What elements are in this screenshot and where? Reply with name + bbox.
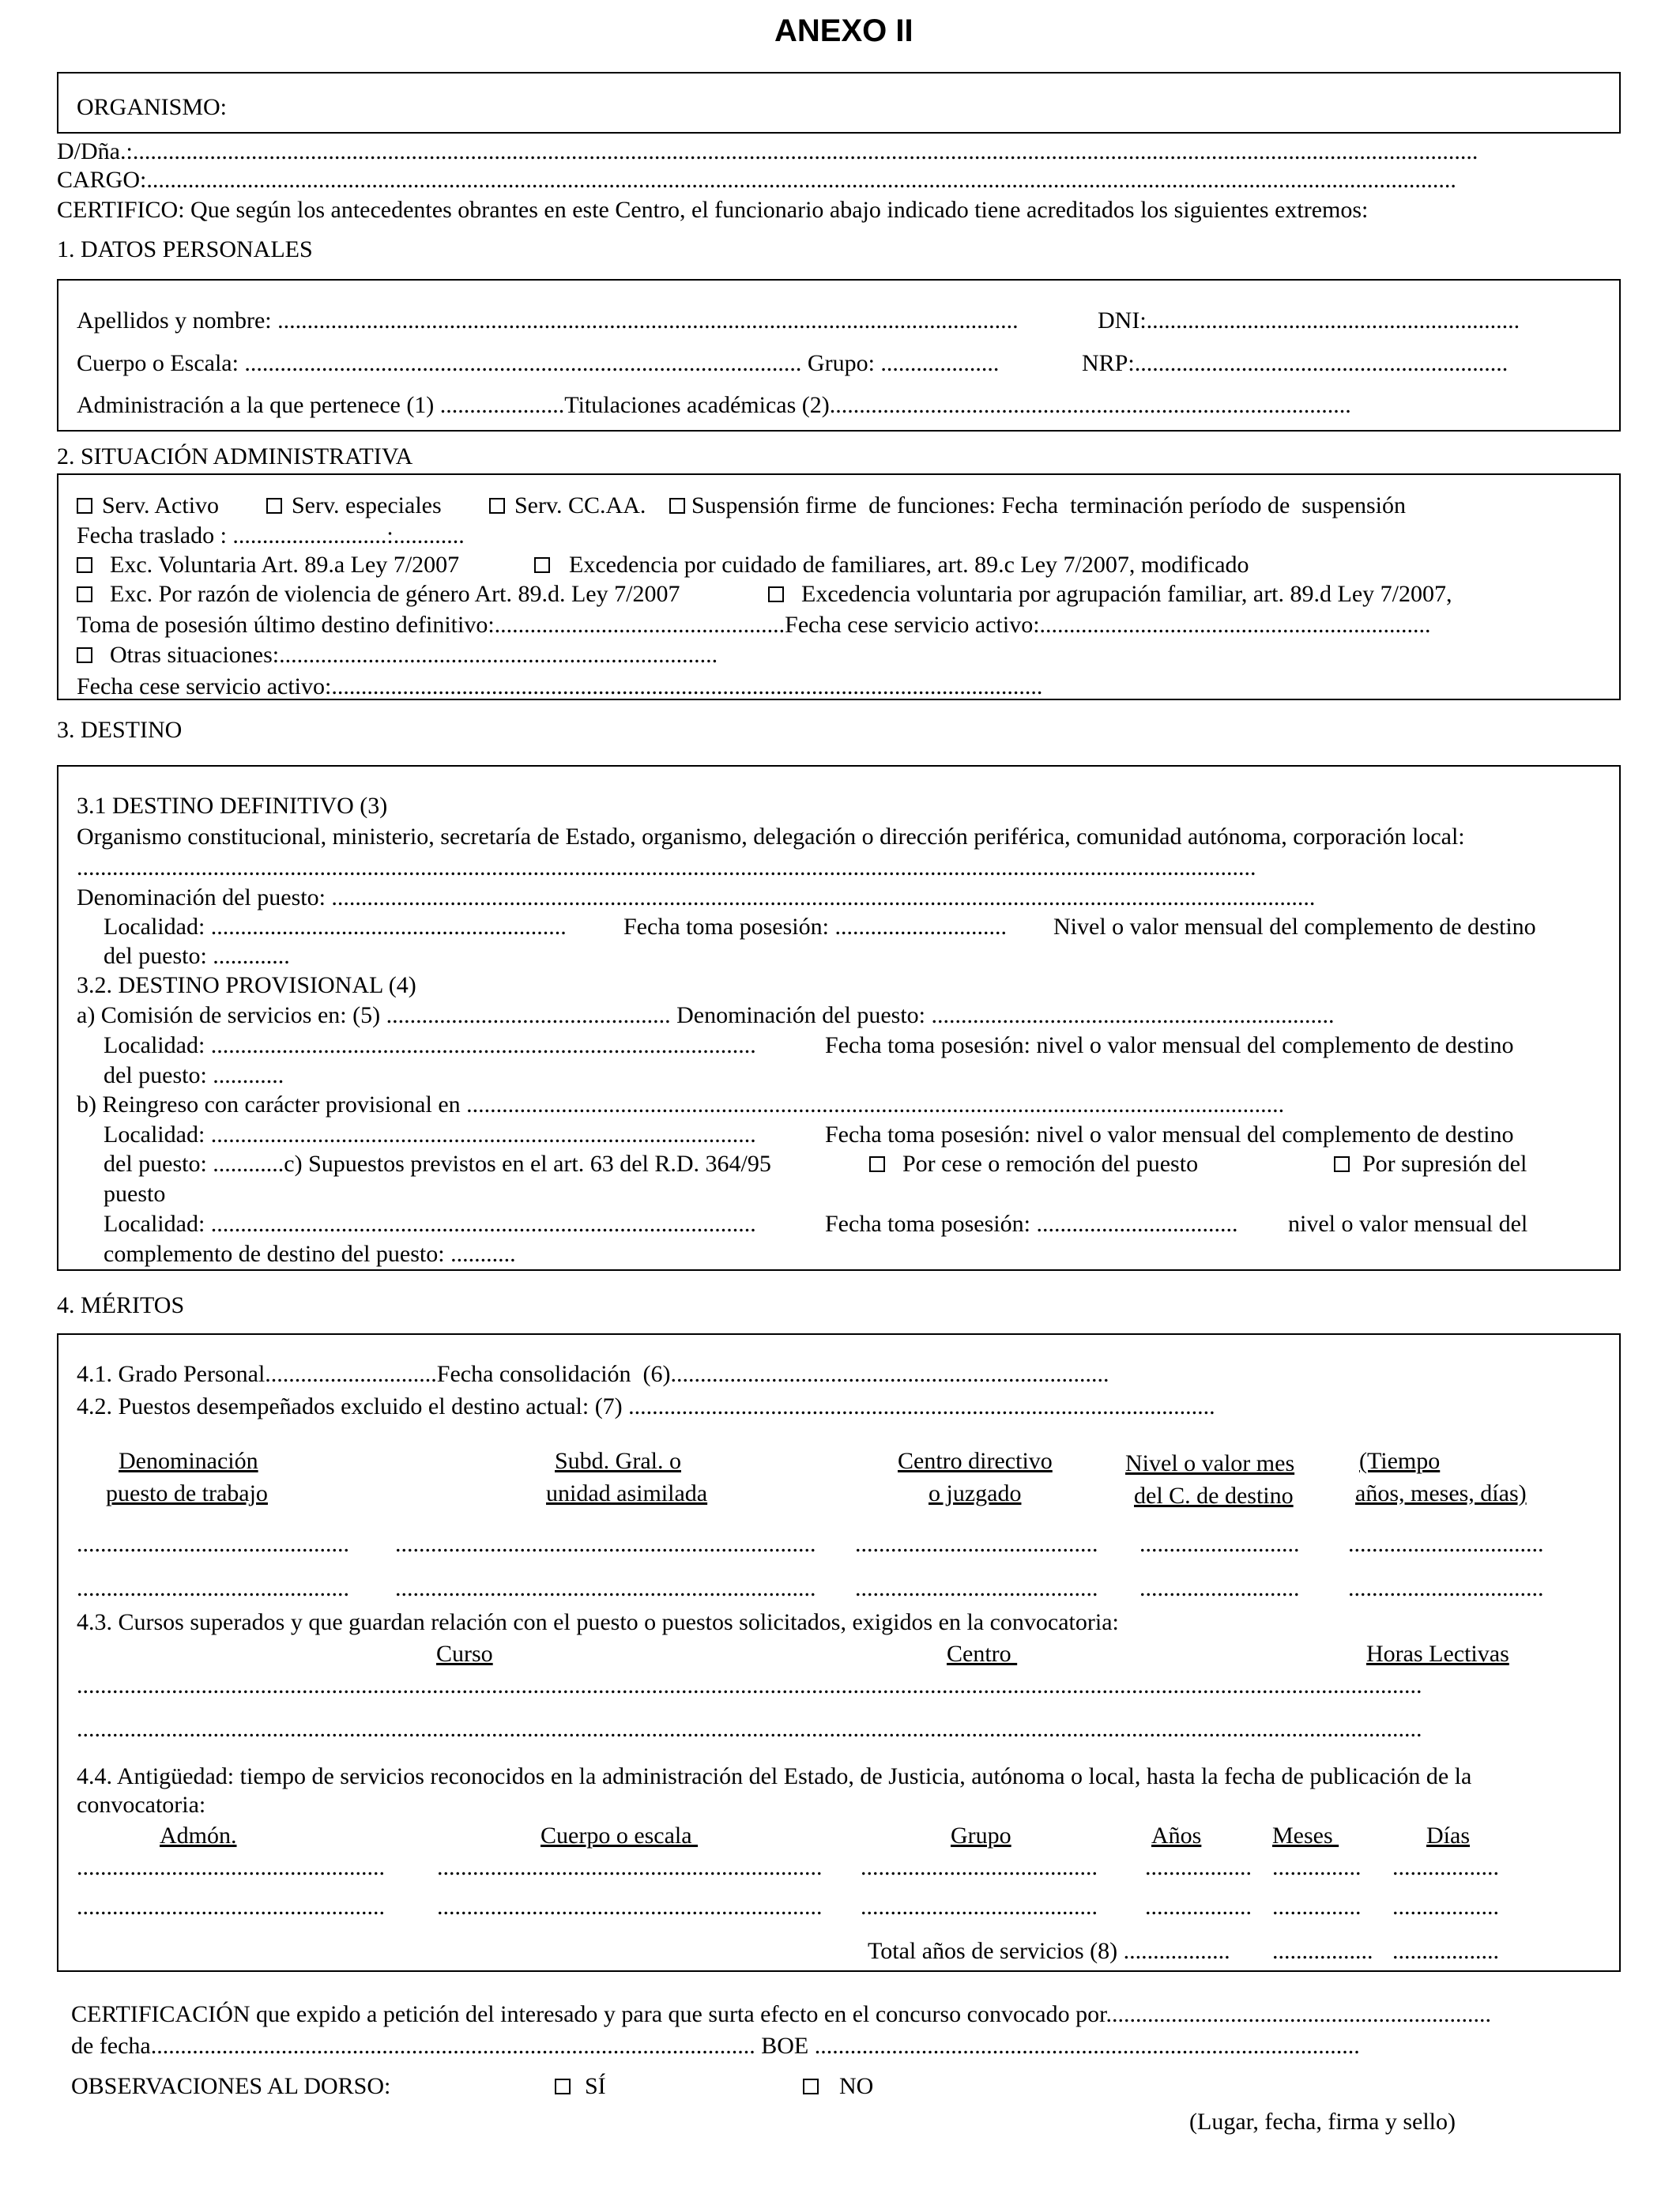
table-cell[interactable]: .................. bbox=[1392, 1894, 1499, 1920]
table-cell[interactable]: ......................................... bbox=[855, 1575, 1098, 1601]
organismo-dotted-field[interactable]: ....................................................................................................................................................................................................... bbox=[77, 854, 1256, 880]
supuestos-text: del puesto: ............c) Supuestos previstos en el art. 63 del R.D. 364/95 bbox=[104, 1151, 771, 1177]
header-grupo: Grupo bbox=[951, 1823, 1011, 1849]
section-1-heading: 1. DATOS PERSONALES bbox=[57, 236, 313, 262]
table-cell[interactable]: ....................................................................... bbox=[395, 1575, 816, 1601]
fecha-toma-posesion-text: Fecha toma posesión: nivel o valor mensual del complemento de destino bbox=[825, 1122, 1514, 1148]
total-dias-field[interactable]: .................. bbox=[1392, 1938, 1499, 1964]
serv-especiales-option[interactable]: Serv. especiales bbox=[266, 492, 442, 520]
header-horas-lectivas: Horas Lectivas bbox=[1366, 1641, 1509, 1667]
del-puesto-field[interactable]: del puesto: ............. bbox=[104, 943, 290, 969]
checkbox[interactable] bbox=[555, 2079, 571, 2094]
antiguedad-text: 4.4. Antigüedad: tiempo de servicios reconocidos en la administración del Estado, de Justicia, autónoma o local, hasta la fecha de publicación de la bbox=[77, 1763, 1472, 1789]
comision-servicios-field[interactable]: a) Comisión de servicios en: (5) ................................................ Denominación del puesto: .................................................................... bbox=[77, 1002, 1335, 1028]
localidad-field[interactable]: Localidad: ............................................................................................ bbox=[104, 1211, 756, 1237]
table-cell[interactable]: ........................... bbox=[1139, 1531, 1300, 1557]
checkbox[interactable] bbox=[1334, 1156, 1350, 1172]
section-3-heading: 3. DESTINO bbox=[57, 717, 183, 743]
fecha-boe-field[interactable]: de fecha...................................................................................................... BOE ............................................................................................ bbox=[71, 2033, 1360, 2059]
section-4-heading: 4. MÉRITOS bbox=[57, 1292, 185, 1318]
cuerpo-field[interactable]: Cuerpo o Escala: .............................................................................................. Grupo: .................... bbox=[77, 350, 1000, 376]
table-cell[interactable]: .............................................. bbox=[77, 1575, 349, 1601]
table-cell[interactable]: ............... bbox=[1272, 1894, 1362, 1920]
serv-activo-option[interactable]: Serv. Activo bbox=[77, 492, 219, 520]
toma-posesion-field[interactable]: Toma de posesión último destino definitivo:.................................................Fecha cese servicio activo:.................................................................. bbox=[77, 612, 1431, 638]
fecha-toma-posesion-text: Fecha toma posesión: nivel o valor mensual del complemento de destino bbox=[825, 1032, 1514, 1058]
header-tiempo: años, meses, días) bbox=[1355, 1480, 1527, 1506]
d-dna-field[interactable]: D/Dña.:................................................................................................................................................................................................................................... bbox=[57, 138, 1478, 164]
checkbox[interactable] bbox=[77, 647, 92, 663]
checkbox[interactable] bbox=[534, 557, 550, 573]
organismo-box bbox=[57, 72, 1621, 134]
cese-remocion-option[interactable]: Por cese o remoción del puesto bbox=[869, 1150, 1198, 1178]
exc-voluntaria-option[interactable]: Exc. Voluntaria Art. 89.a Ley 7/2007 bbox=[77, 551, 459, 579]
checkbox[interactable] bbox=[77, 557, 92, 573]
header-subd-gral: Subd. Gral. o bbox=[555, 1448, 681, 1474]
table-cell[interactable]: .................. bbox=[1392, 1854, 1499, 1880]
header-meses: Meses bbox=[1272, 1823, 1339, 1849]
localidad-field[interactable]: Localidad: ............................................................................................ bbox=[104, 1032, 756, 1058]
checkbox[interactable] bbox=[768, 586, 784, 602]
lugar-fecha-firma-label: (Lugar, fecha, firma y sello) bbox=[1189, 2109, 1456, 2135]
checkbox[interactable] bbox=[669, 498, 685, 514]
header-centro-directivo: o juzgado bbox=[929, 1480, 1022, 1506]
denominacion-puesto-field[interactable]: Denominación del puesto: ...................................................................................................................................................................... bbox=[77, 884, 1316, 910]
checkbox[interactable] bbox=[869, 1156, 885, 1172]
grado-personal-field[interactable]: 4.1. Grado Personal.............................Fecha consolidación (6).......................................................................... bbox=[77, 1361, 1109, 1387]
table-cell[interactable]: ................................. bbox=[1348, 1531, 1544, 1557]
header-subd-gral: unidad asimilada bbox=[546, 1480, 708, 1506]
header-anos: Años bbox=[1151, 1823, 1202, 1849]
checkbox[interactable] bbox=[77, 586, 92, 602]
table-cell[interactable]: ....................................................................... bbox=[395, 1531, 816, 1557]
checkbox[interactable] bbox=[266, 498, 282, 514]
table-cell[interactable]: .................................................... bbox=[77, 1854, 385, 1880]
table-cell[interactable]: ........................................ bbox=[861, 1894, 1098, 1920]
observaciones-label: OBSERVACIONES AL DORSO: bbox=[71, 2073, 391, 2099]
certifico-text: CERTIFICO: Que según los antecedentes obrantes en este Centro, el funcionario abajo indicado tiene acreditados los siguientes extremos: bbox=[57, 197, 1369, 223]
no-option[interactable]: NO bbox=[803, 2072, 873, 2101]
cursos-text: 4.3. Cursos superados y que guardan relación con el puesto o puestos solicitados, exigidos en la convocatoria: bbox=[77, 1609, 1119, 1635]
excedencia-cuidado-option[interactable]: Excedencia por cuidado de familiares, art. 89.c Ley 7/2007, modificado bbox=[534, 551, 1249, 579]
nivel-complemento-text: Nivel o valor mensual del complemento de destino bbox=[1053, 914, 1536, 940]
header-cuerpo-escala: Cuerpo o escala bbox=[541, 1823, 699, 1849]
certificacion-field[interactable]: CERTIFICACIÓN que expido a petición del interesado y para que surta efecto en el concurso convocado por................................................................. bbox=[71, 2001, 1491, 2027]
localidad-field[interactable]: Localidad: ............................................................................................ bbox=[104, 1122, 756, 1148]
header-nivel: Nivel o valor mes bbox=[1125, 1450, 1295, 1476]
total-meses-field[interactable]: ................. bbox=[1272, 1938, 1373, 1964]
puestos-desempenados-field[interactable]: 4.2. Puestos desempeñados excluido el destino actual: (7) ................................................................................................... bbox=[77, 1393, 1215, 1419]
reingreso-field[interactable]: b) Reingreso con carácter provisional en .......................................................................................................................................... bbox=[77, 1091, 1285, 1118]
organismo-constitucional-text: Organismo constitucional, ministerio, secretaría de Estado, organismo, delegación o dirección periférica, comunidad autónoma, corporación local: bbox=[77, 824, 1465, 850]
nivel-valor-text: nivel o valor mensual del bbox=[1288, 1211, 1528, 1237]
administracion-field[interactable]: Administración a la que pertenece (1) .....................Titulaciones académicas (2)........................................................................................ bbox=[77, 392, 1351, 418]
header-denominacion: puesto de trabajo bbox=[106, 1480, 268, 1506]
header-centro-directivo: Centro directivo bbox=[898, 1448, 1053, 1474]
serv-ccaa-option[interactable]: Serv. CC.AA. bbox=[489, 492, 646, 520]
table-cell[interactable]: .................................................... bbox=[77, 1894, 385, 1920]
table-cell[interactable]: ........................................ bbox=[861, 1854, 1098, 1880]
page-title: ANEXO II bbox=[774, 13, 913, 48]
header-centro: Centro bbox=[947, 1641, 1018, 1667]
del-puesto-field[interactable]: del puesto: ............ bbox=[104, 1062, 284, 1088]
table-cell[interactable]: .................. bbox=[1145, 1854, 1252, 1880]
curso-row-field[interactable]: ................................................................................................................................................................................................................................... bbox=[77, 1716, 1422, 1742]
total-anos-field[interactable]: Total años de servicios (8) .................. bbox=[868, 1938, 1230, 1964]
table-cell[interactable]: ......................................... bbox=[855, 1531, 1098, 1557]
fecha-toma-posesion-field[interactable]: Fecha toma posesión: .................................. bbox=[825, 1211, 1238, 1237]
complemento-destino-field[interactable]: complemento de destino del puesto: ........... bbox=[104, 1241, 516, 1267]
checkbox[interactable] bbox=[803, 2079, 819, 2094]
excedencia-agrupacion-option[interactable]: Excedencia voluntaria por agrupación familiar, art. 89.d Ley 7/2007, bbox=[768, 580, 1452, 609]
table-cell[interactable]: ................................. bbox=[1348, 1575, 1544, 1601]
localidad-field[interactable]: Localidad: ............................................................ bbox=[104, 914, 567, 940]
destino-definitivo-heading: 3.1 DESTINO DEFINITIVO (3) bbox=[77, 793, 388, 819]
cargo-field[interactable]: CARGO:............................................................................................................................................................................................................................. bbox=[57, 167, 1456, 193]
section-2-heading: 2. SITUACIÓN ADMINISTRATIVA bbox=[57, 443, 413, 469]
table-cell[interactable]: ................................................................. bbox=[437, 1894, 823, 1920]
suspension-option[interactable]: Suspensión firme de funciones: Fecha terminación período de suspensión bbox=[669, 492, 1406, 520]
apellidos-field[interactable]: Apellidos y nombre: ............................................................................................................................. bbox=[77, 307, 1019, 334]
organismo-label: ORGANISMO: bbox=[77, 94, 228, 120]
exc-violencia-option[interactable]: Exc. Por razón de violencia de género Art. 89.d. Ley 7/2007 bbox=[77, 580, 680, 609]
header-curso: Curso bbox=[436, 1641, 493, 1667]
table-cell[interactable]: ............... bbox=[1272, 1854, 1362, 1880]
checkbox[interactable] bbox=[489, 498, 505, 514]
supresion-option[interactable]: Por supresión del bbox=[1334, 1150, 1527, 1178]
destino-provisional-heading: 3.2. DESTINO PROVISIONAL (4) bbox=[77, 972, 416, 998]
puesto-text: puesto bbox=[104, 1181, 166, 1207]
table-cell[interactable]: .............................................. bbox=[77, 1531, 349, 1557]
si-option[interactable]: SÍ bbox=[555, 2072, 606, 2101]
checkbox[interactable] bbox=[77, 498, 92, 514]
antiguedad-text: convocatoria: bbox=[77, 1792, 206, 1818]
otras-situaciones-option[interactable]: Otras situaciones:.......................................................................... bbox=[77, 641, 718, 669]
fecha-traslado-field[interactable]: Fecha traslado : ..........................:............ bbox=[77, 522, 465, 548]
header-tiempo: (Tiempo bbox=[1359, 1448, 1441, 1474]
table-cell[interactable]: ................................................................. bbox=[437, 1854, 823, 1880]
fecha-cese-field[interactable]: Fecha cese servicio activo:........................................................................................................................ bbox=[77, 673, 1043, 699]
header-nivel: del C. de destino bbox=[1134, 1483, 1294, 1509]
curso-row-field[interactable]: ................................................................................................................................................................................................................................... bbox=[77, 1672, 1422, 1698]
table-cell[interactable]: .................. bbox=[1145, 1894, 1252, 1920]
table-cell[interactable]: ........................... bbox=[1139, 1575, 1300, 1601]
nrp-field[interactable]: NRP:............................................................... bbox=[1082, 350, 1509, 376]
header-dias: Días bbox=[1426, 1823, 1470, 1849]
fecha-toma-posesion-field[interactable]: Fecha toma posesión: ............................. bbox=[623, 914, 1007, 940]
dni-field[interactable]: DNI:............................................................... bbox=[1098, 307, 1520, 334]
header-admon: Admón. bbox=[160, 1823, 237, 1849]
header-denominacion: Denominación bbox=[119, 1448, 258, 1474]
